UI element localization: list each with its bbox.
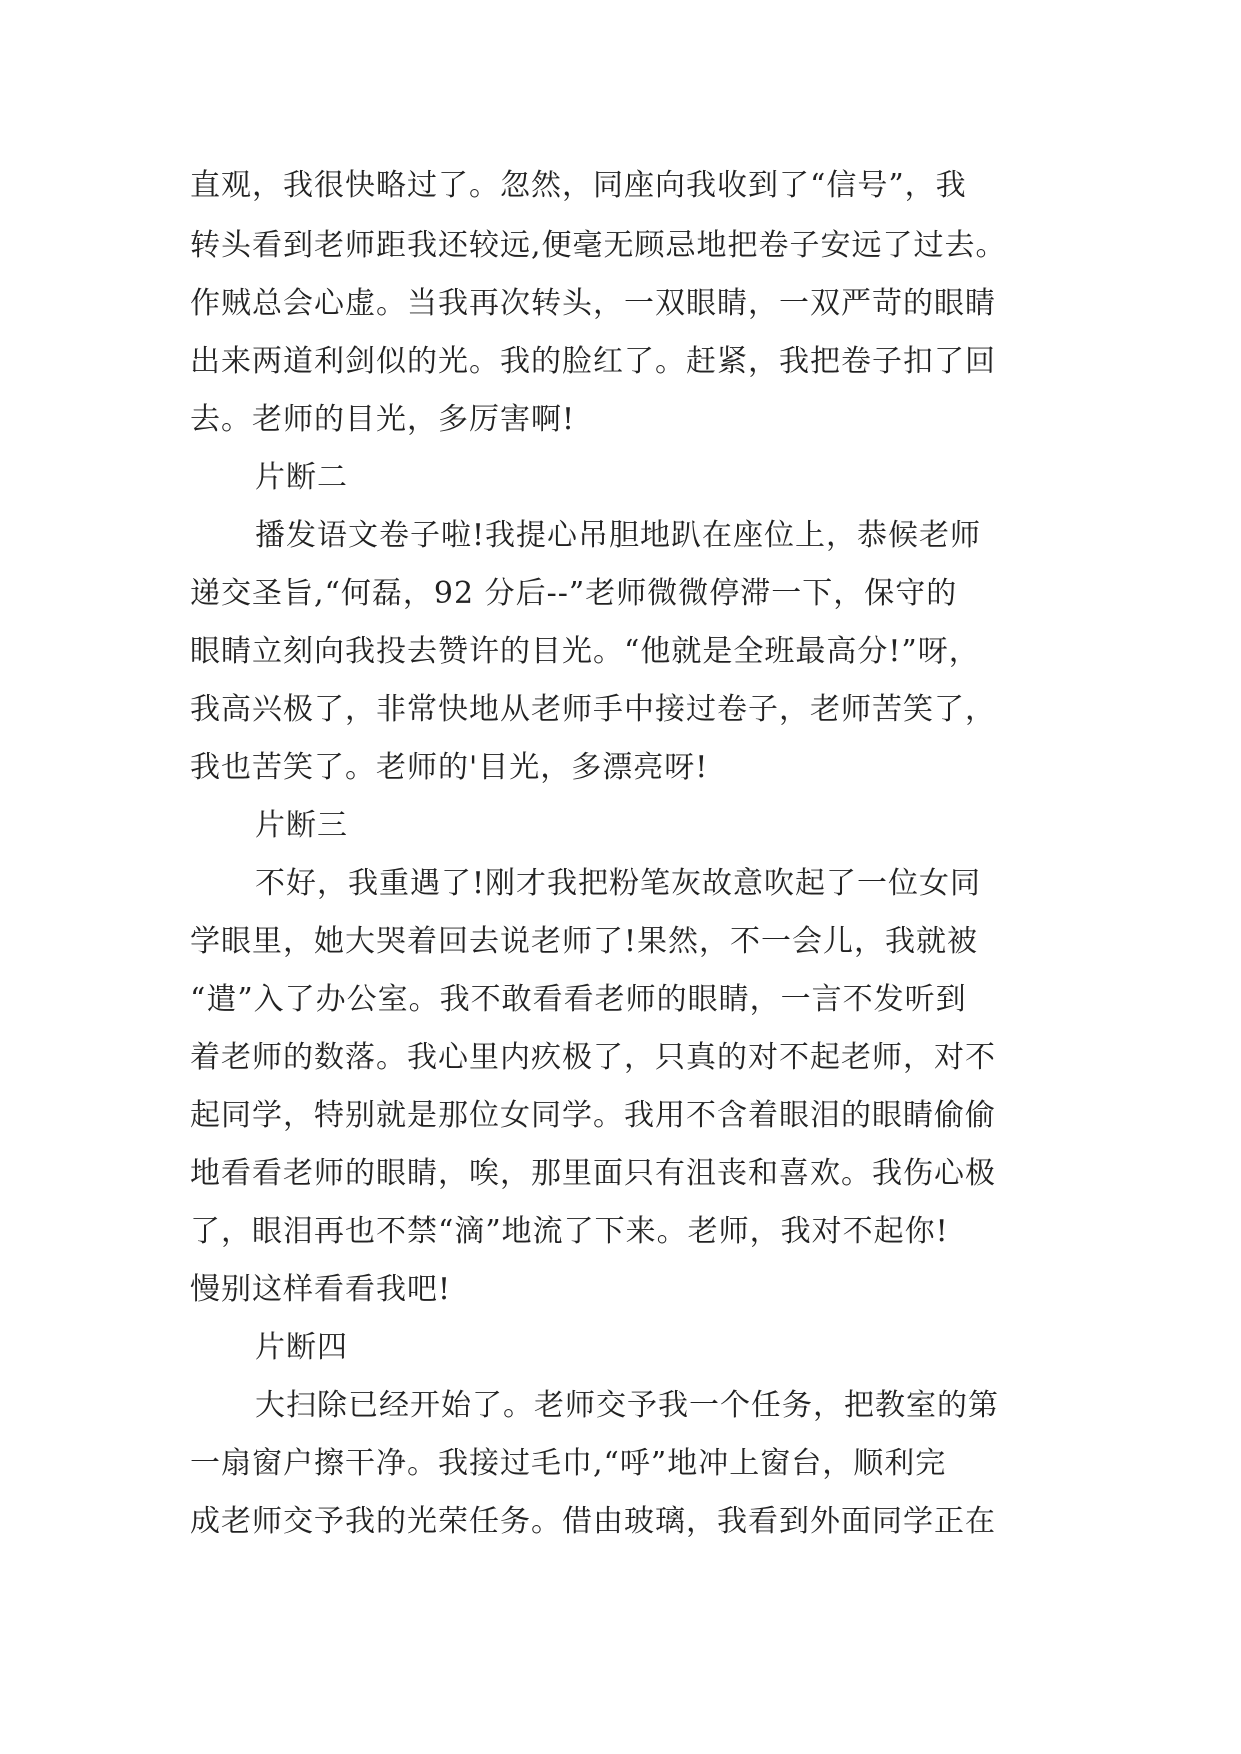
text-line: 慢别这样看看我吧! (190, 1272, 452, 1307)
text-line: 成老师交予我的光荣任务。借由玻璃，我看到外面同学正在 (190, 1504, 996, 1539)
text-line: 起同学，特别就是那位女同学。我用不含着眼泪的眼睛偷偷 (190, 1098, 996, 1133)
text-line: 地看看老师的眼睛，唉，那里面只有沮丧和喜欢。我伤心极 (190, 1156, 996, 1191)
text-line: 去。老师的目光，多厉害啊! (190, 402, 576, 437)
text-line: 出来两道利剑似的光。我的脸红了。赶紧，我把卷子扣了回 (190, 344, 996, 379)
text-line: 了，眼泪再也不禁“滴”地流了下来。老师，我对不起你! (190, 1214, 949, 1249)
text-line: 着老师的数落。我心里内疚极了，只真的对不起老师，对不 (190, 1040, 996, 1075)
paragraph-first-line: 不好，我重遇了!刚才我把粉笔灰故意吹起了一位女同 (255, 866, 982, 901)
paragraph-first-line: 大扫除已经开始了。老师交予我一个任务，把教室的第 (255, 1388, 999, 1423)
paragraph-first-line: 播发语文卷子啦!我提心吊胆地趴在座位上，恭候老师 (255, 518, 982, 553)
text-line: 学眼里，她大哭着回去说老师了!果然，不一会儿，我就被 (190, 924, 979, 959)
text-line: 递交圣旨,“何磊，92 分后--”老师微微停滞一下，保守的 (190, 576, 958, 611)
text-line: 我高兴极了，非常快地从老师手中接过卷子，老师苦笑了， (190, 692, 996, 727)
section-heading: 片断四 (255, 1330, 348, 1365)
text-line: 一扇窗户擦干净。我接过毛巾,“呼”地冲上窗台，顺利完 (190, 1446, 947, 1481)
text-line: “遣”入了办公室。我不敢看看老师的眼睛，一言不发听到 (190, 982, 967, 1017)
text-line: 我也苦笑了。老师的'目光，多漂亮呀! (190, 750, 709, 785)
text-line: 眼睛立刻向我投去赞许的目光。“他就是全班最高分!”呀， (190, 634, 980, 669)
section-heading: 片断三 (255, 808, 348, 843)
text-line: 直观，我很快略过了。忽然，同座向我收到了“信号”，我 (190, 168, 967, 203)
section-heading: 片断二 (255, 460, 348, 495)
text-line: 作贼总会心虚。当我再次转头，一双眼睛，一双严苛的眼睛 (190, 286, 996, 321)
text-line: 转头看到老师距我还较远,便毫无顾忌地把卷子安远了过去。 (190, 228, 1007, 263)
